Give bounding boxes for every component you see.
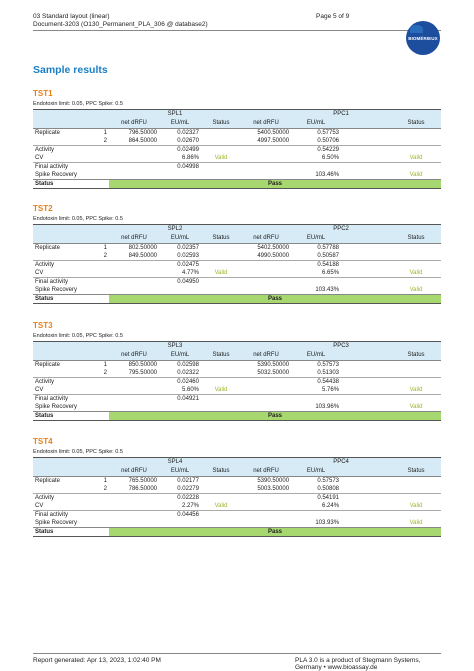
replicate-number: 1 — [103, 478, 107, 484]
ppc-eu-ml-2: 0.50808 — [317, 486, 340, 492]
col-net-drfu: net dRFU — [241, 351, 291, 361]
section-title: Sample results — [33, 64, 108, 76]
col-status: Status — [391, 351, 441, 361]
ppc-label: PPC1 — [241, 110, 441, 120]
results-table — [33, 341, 441, 421]
col-net-drfu: net dRFU — [241, 234, 291, 244]
spl-label: SPL4 — [109, 458, 241, 468]
ppc-cv: 6.65% — [322, 270, 340, 276]
status-label: Status — [33, 528, 109, 537]
column-header-row — [33, 467, 441, 477]
col-status: Status — [201, 467, 241, 477]
final-activity-row — [33, 163, 441, 172]
column-header-row — [33, 351, 441, 361]
replicate-number: 2 — [103, 138, 107, 144]
test-name: TST3 — [33, 321, 53, 330]
ppc-eu-ml-2: 0.50706 — [317, 138, 340, 144]
cv-row — [33, 386, 441, 395]
test-block — [33, 436, 441, 537]
endotoxin-info: Endotoxin limit: 0.05, PPC Spike: 0.5 — [33, 333, 123, 339]
spike-valid-status: Valid — [409, 404, 423, 410]
replicate-row-2 — [33, 369, 441, 378]
final-activity-label: Final activity — [33, 511, 109, 520]
replicate-number: 2 — [103, 253, 107, 259]
spl-cv: 5.60% — [181, 387, 199, 393]
spl-valid-status: Valid — [214, 270, 228, 276]
ppc-valid-status: Valid — [409, 387, 423, 393]
status-row — [33, 528, 441, 537]
status-badge: Pass — [109, 528, 441, 537]
test-block — [33, 320, 441, 421]
ppc-activity: 0.54191 — [291, 494, 341, 503]
ppc-activity: 0.54188 — [291, 261, 341, 270]
final-activity-row — [33, 395, 441, 404]
col-net-drfu: net dRFU — [109, 234, 159, 244]
status-row — [33, 295, 441, 304]
replicate-number: 2 — [103, 370, 107, 376]
product-credit: PLA 3.0 is a product of Stegmann Systems, Germany • www.bioassay.de — [295, 657, 421, 671]
ppc-net-drfu-2: 4997.50000 — [257, 138, 290, 144]
sample-header-row — [33, 458, 441, 468]
page-footer — [33, 653, 441, 671]
ppc-net-drfu-2: 5032.50000 — [257, 370, 290, 376]
replicate-row-1 — [33, 477, 441, 486]
activity-row — [33, 146, 441, 155]
cv-row — [33, 154, 441, 163]
col-net-drfu: net dRFU — [109, 351, 159, 361]
ppc-eu-ml-2: 0.50587 — [317, 253, 340, 259]
col-eu-ml: EU/mL — [159, 234, 201, 244]
ppc-eu-ml-1: 0.57573 — [317, 362, 340, 368]
cv-label: CV — [35, 155, 44, 161]
ppc-net-drfu-2: 5003.50000 — [257, 486, 290, 492]
ppc-label: PPC2 — [241, 225, 441, 235]
spl-valid-status: Valid — [214, 155, 228, 161]
ppc-valid-status: Valid — [409, 270, 423, 276]
status-badge: Pass — [109, 180, 441, 189]
spl-net-drfu-2: 849.50000 — [128, 253, 157, 259]
col-status: Status — [391, 234, 441, 244]
spl-activity: 0.02499 — [159, 146, 201, 155]
spl-net-drfu-2: 795.50000 — [128, 370, 157, 376]
spl-eu-ml-1: 0.02357 — [177, 245, 199, 251]
spike-valid-status: Valid — [409, 520, 423, 526]
spl-label: SPL1 — [109, 110, 241, 120]
col-status: Status — [201, 351, 241, 361]
final-activity-row — [33, 278, 441, 287]
status-row — [33, 412, 441, 421]
spl-eu-ml-2: 0.02593 — [177, 253, 199, 259]
final-activity-row — [33, 511, 441, 520]
spike-recovery-value: 103.43% — [315, 287, 340, 293]
cv-label: CV — [35, 503, 44, 509]
replicate-row-1 — [33, 129, 441, 138]
column-header-row — [33, 119, 441, 129]
endotoxin-info: Endotoxin limit: 0.05, PPC Spike: 0.5 — [33, 449, 123, 455]
status-label: Status — [33, 412, 109, 421]
spike-recovery-row — [33, 403, 441, 412]
spl-eu-ml-1: 0.02327 — [177, 130, 199, 136]
column-header-row — [33, 234, 441, 244]
status-label: Status — [33, 180, 109, 189]
ppc-net-drfu-1: 5400.50000 — [257, 130, 290, 136]
col-eu-ml: EU/mL — [159, 467, 201, 477]
spl-net-drfu-2: 864.50000 — [128, 138, 157, 144]
col-eu-ml: EU/mL — [159, 119, 201, 129]
col-status: Status — [391, 467, 441, 477]
cv-row — [33, 502, 441, 511]
document-name: Document-3203 (O130_Permanent_PLA_306 @ database2) — [33, 21, 208, 28]
ppc-label: PPC3 — [241, 342, 441, 352]
spike-recovery-label: Spike Recovery — [35, 404, 78, 410]
endotoxin-info: Endotoxin limit: 0.05, PPC Spike: 0.5 — [33, 216, 123, 222]
cv-label: CV — [35, 387, 44, 393]
spl-valid-status: Valid — [214, 503, 228, 509]
replicate-row-2 — [33, 485, 441, 494]
spike-recovery-row — [33, 519, 441, 528]
activity-row — [33, 378, 441, 387]
replicate-row-2 — [33, 137, 441, 146]
test-block — [33, 88, 441, 189]
replicate-label: Replicate — [35, 362, 61, 368]
ppc-valid-status: Valid — [409, 155, 423, 161]
replicate-number: 1 — [103, 130, 107, 136]
col-status: Status — [201, 234, 241, 244]
status-label: Status — [33, 295, 109, 304]
spl-label: SPL2 — [109, 225, 241, 235]
spike-recovery-value: 103.46% — [315, 172, 340, 178]
final-activity-value: 0.04921 — [159, 395, 201, 404]
col-eu-ml: EU/mL — [291, 234, 341, 244]
results-table — [33, 109, 441, 189]
replicate-number: 2 — [103, 486, 107, 492]
spl-cv: 4.77% — [181, 270, 199, 276]
activity-row — [33, 494, 441, 503]
spl-valid-status: Valid — [214, 387, 228, 393]
ppc-label: PPC4 — [241, 458, 441, 468]
spl-eu-ml-2: 0.02670 — [177, 138, 199, 144]
cv-label: CV — [35, 270, 44, 276]
spike-recovery-row — [33, 171, 441, 180]
spl-net-drfu-1: 802.50000 — [128, 245, 157, 251]
ppc-cv: 5.76% — [322, 387, 340, 393]
final-activity-label: Final activity — [33, 395, 109, 404]
col-net-drfu: net dRFU — [109, 467, 159, 477]
test-name: TST4 — [33, 437, 53, 446]
spike-valid-status: Valid — [409, 287, 423, 293]
col-eu-ml: EU/mL — [291, 119, 341, 129]
status-badge: Pass — [109, 295, 441, 304]
col-eu-ml: EU/mL — [291, 351, 341, 361]
final-activity-label: Final activity — [33, 163, 109, 172]
spike-recovery-label: Spike Recovery — [35, 520, 78, 526]
spike-recovery-label: Spike Recovery — [35, 172, 78, 178]
final-activity-value: 0.04950 — [159, 278, 201, 287]
logo-text: BIOMÉRIEUX — [408, 35, 438, 41]
spl-net-drfu-2: 786.50000 — [128, 486, 157, 492]
spike-recovery-label: Spike Recovery — [35, 287, 78, 293]
col-eu-ml: EU/mL — [291, 467, 341, 477]
company-logo — [406, 21, 440, 55]
replicate-row-1 — [33, 361, 441, 370]
spl-activity: 0.02475 — [159, 261, 201, 270]
spike-recovery-value: 103.96% — [315, 404, 340, 410]
ppc-net-drfu-2: 4990.50000 — [257, 253, 290, 259]
activity-label: Activity — [33, 494, 109, 503]
header-divider — [33, 30, 441, 31]
ppc-eu-ml-1: 0.57788 — [317, 245, 340, 251]
replicate-number: 1 — [103, 245, 107, 251]
test-name: TST1 — [33, 89, 53, 98]
report-generated: Report generated: Apr 13, 2023, 1:02:40 PM — [33, 657, 161, 664]
spl-eu-ml-1: 0.02177 — [177, 478, 199, 484]
spl-eu-ml-1: 0.02598 — [177, 362, 199, 368]
final-activity-label: Final activity — [33, 278, 109, 287]
col-net-drfu: net dRFU — [241, 119, 291, 129]
spl-net-drfu-1: 765.50000 — [128, 478, 157, 484]
col-status: Status — [391, 119, 441, 129]
spl-eu-ml-2: 0.02322 — [177, 370, 199, 376]
spl-eu-ml-2: 0.02279 — [177, 486, 199, 492]
header-text — [33, 13, 208, 29]
replicate-row-1 — [33, 244, 441, 253]
activity-label: Activity — [33, 146, 109, 155]
replicate-label: Replicate — [35, 478, 61, 484]
activity-label: Activity — [33, 261, 109, 270]
replicate-label: Replicate — [35, 245, 61, 251]
sample-header-row — [33, 225, 441, 235]
status-row — [33, 180, 441, 189]
replicate-number: 1 — [103, 362, 107, 368]
replicate-row-2 — [33, 252, 441, 261]
spike-valid-status: Valid — [409, 172, 423, 178]
col-net-drfu: net dRFU — [241, 467, 291, 477]
spl-activity: 0.02460 — [159, 378, 201, 387]
spl-net-drfu-1: 796.50000 — [128, 130, 157, 136]
ppc-net-drfu-1: 5390.50000 — [257, 362, 290, 368]
page-number: Page 5 of 9 — [316, 13, 350, 20]
cv-row — [33, 269, 441, 278]
ppc-cv: 6.24% — [322, 503, 340, 509]
final-activity-value: 0.04456 — [159, 511, 201, 520]
col-net-drfu: net dRFU — [109, 119, 159, 129]
spike-recovery-value: 103.93% — [315, 520, 340, 526]
ppc-cv: 6.50% — [322, 155, 340, 161]
spl-activity: 0.02228 — [159, 494, 201, 503]
sample-header-row — [33, 342, 441, 352]
activity-row — [33, 261, 441, 270]
status-badge: Pass — [109, 412, 441, 421]
ppc-valid-status: Valid — [409, 503, 423, 509]
sample-header-row — [33, 110, 441, 120]
layout-name: 03 Standard layout (linear) — [33, 13, 110, 20]
col-eu-ml: EU/mL — [159, 351, 201, 361]
ppc-net-drfu-1: 5390.50000 — [257, 478, 290, 484]
spike-recovery-row — [33, 286, 441, 295]
test-name: TST2 — [33, 204, 53, 213]
ppc-activity: 0.54438 — [291, 378, 341, 387]
spl-net-drfu-1: 850.50000 — [128, 362, 157, 368]
replicate-label: Replicate — [35, 130, 61, 136]
endotoxin-info: Endotoxin limit: 0.05, PPC Spike: 0.5 — [33, 101, 123, 107]
ppc-net-drfu-1: 5402.50000 — [257, 245, 290, 251]
results-table — [33, 224, 441, 304]
test-block — [33, 203, 441, 304]
ppc-eu-ml-1: 0.57573 — [317, 478, 340, 484]
col-status: Status — [201, 119, 241, 129]
spl-label: SPL3 — [109, 342, 241, 352]
spl-cv: 2.27% — [181, 503, 199, 509]
activity-label: Activity — [33, 378, 109, 387]
ppc-eu-ml-2: 0.51303 — [317, 370, 340, 376]
spl-cv: 6.86% — [181, 155, 199, 161]
ppc-eu-ml-1: 0.57753 — [317, 130, 340, 136]
results-table — [33, 457, 441, 537]
final-activity-value: 0.04998 — [159, 163, 201, 172]
ppc-activity: 0.54229 — [291, 146, 341, 155]
